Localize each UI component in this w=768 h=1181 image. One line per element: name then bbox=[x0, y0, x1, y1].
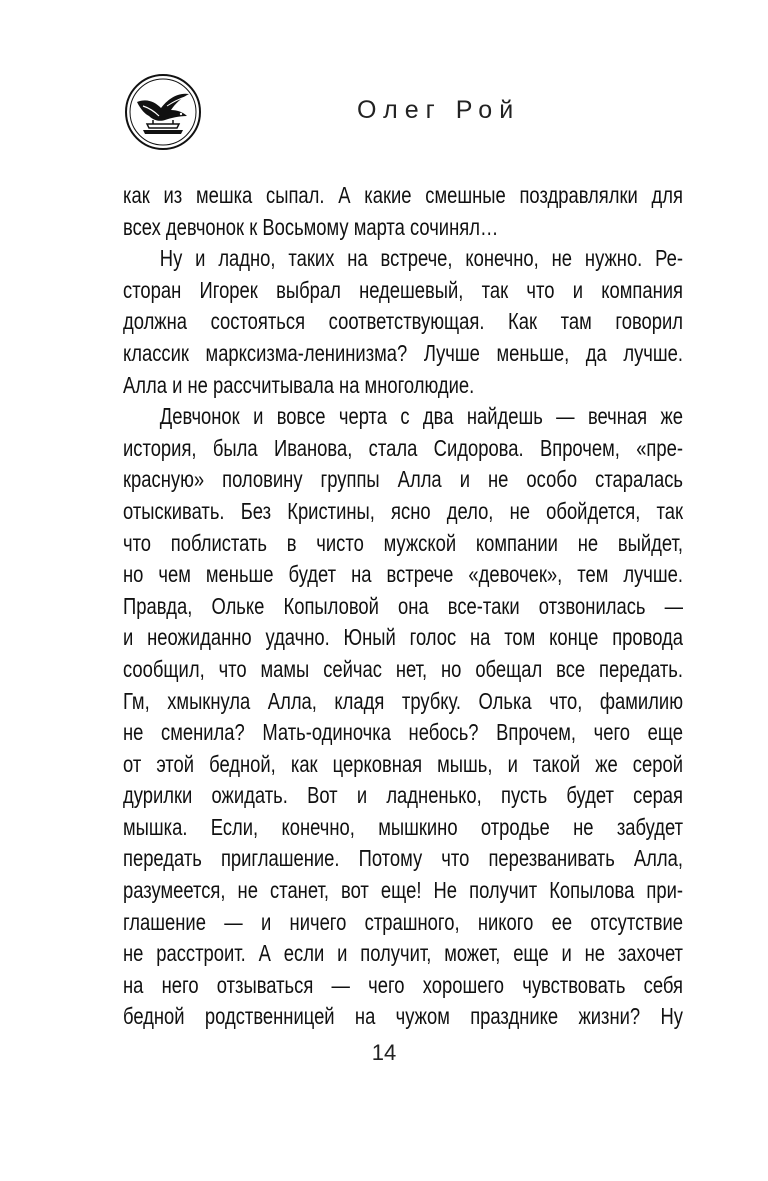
text-line: история, была Иванова, стала Сидорова. Впрочем, «пре- bbox=[123, 434, 683, 461]
text-line: всех девчонок к Восьмому марта сочинял… bbox=[123, 213, 499, 240]
text-line: Алла и не рассчитывала на многолюдие. bbox=[123, 371, 475, 398]
text-line: должна состояться соответствующая. Как там говорил bbox=[123, 308, 683, 335]
text-line: сообщил, что мамы сейчас нет, но обещал все передать. bbox=[123, 655, 683, 682]
text-line: дурилки ожидать. Вот и ладненько, пусть будет серая bbox=[123, 782, 683, 809]
text-line: красную» половину группы Алла и не особо старалась bbox=[123, 466, 683, 493]
text-line: как из мешка сыпал. А какие смешные поздравлялки для bbox=[123, 182, 683, 208]
text-line: Девчонок и вовсе черта с два найдешь — вечная же bbox=[159, 403, 684, 430]
text-line: бедной родственницей на чужом празднике жизни? Ну bbox=[123, 1003, 683, 1030]
text-line: глашение — и ничего страшного, никого ее отсутствие bbox=[123, 908, 683, 935]
page-body bbox=[123, 180, 683, 1033]
text-line: что поблистать в чисто мужской компании не выйдет, bbox=[123, 529, 683, 556]
text-line: сторан Игорек выбрал недешевый, так что и компания bbox=[123, 276, 683, 303]
text-line: не сменила? Мать-одиночка небось? Впрочем, чего еще bbox=[123, 719, 683, 746]
text-line: отыскивать. Без Кристины, ясно дело, не обойдется, так bbox=[123, 497, 683, 524]
text-line: мышка. Если, конечно, мышкино отродье не забудет bbox=[123, 813, 683, 840]
text-line: классик марксизма-ленинизма? Лучше меньше, да лучше. bbox=[123, 339, 683, 366]
text-line: от этой бедной, как церковная мышь, и такой же серой bbox=[123, 750, 683, 777]
text-line: Правда, Ольке Копыловой она все-таки отзвонилась — bbox=[123, 592, 683, 619]
text-line: на него отзываться — чего хорошего чувствовать себя bbox=[123, 971, 683, 998]
running-head-author: Олег Рой bbox=[357, 96, 521, 124]
page-number: 14 bbox=[371, 1040, 397, 1065]
text-line: но чем меньше будет на встрече «девочек», тем лучше. bbox=[123, 561, 683, 588]
text-line: Ну и ладно, таких на встрече, конечно, не нужно. Ре- bbox=[159, 245, 684, 272]
text-line: разумеется, не станет, вот еще! Не получит Копылова при- bbox=[123, 877, 683, 904]
text-line: не расстроит. А если и получит, может, еще и не захочет bbox=[123, 940, 683, 967]
text-line: и неожиданно удачно. Юный голос на том конце провода bbox=[123, 624, 683, 651]
text-line: Гм, хмыкнула Алла, кладя трубку. Олька что, фамилию bbox=[123, 687, 683, 714]
publisher-logo bbox=[123, 72, 203, 152]
text-line: передать приглашение. Потому что перезванивать Алла, bbox=[123, 845, 683, 872]
